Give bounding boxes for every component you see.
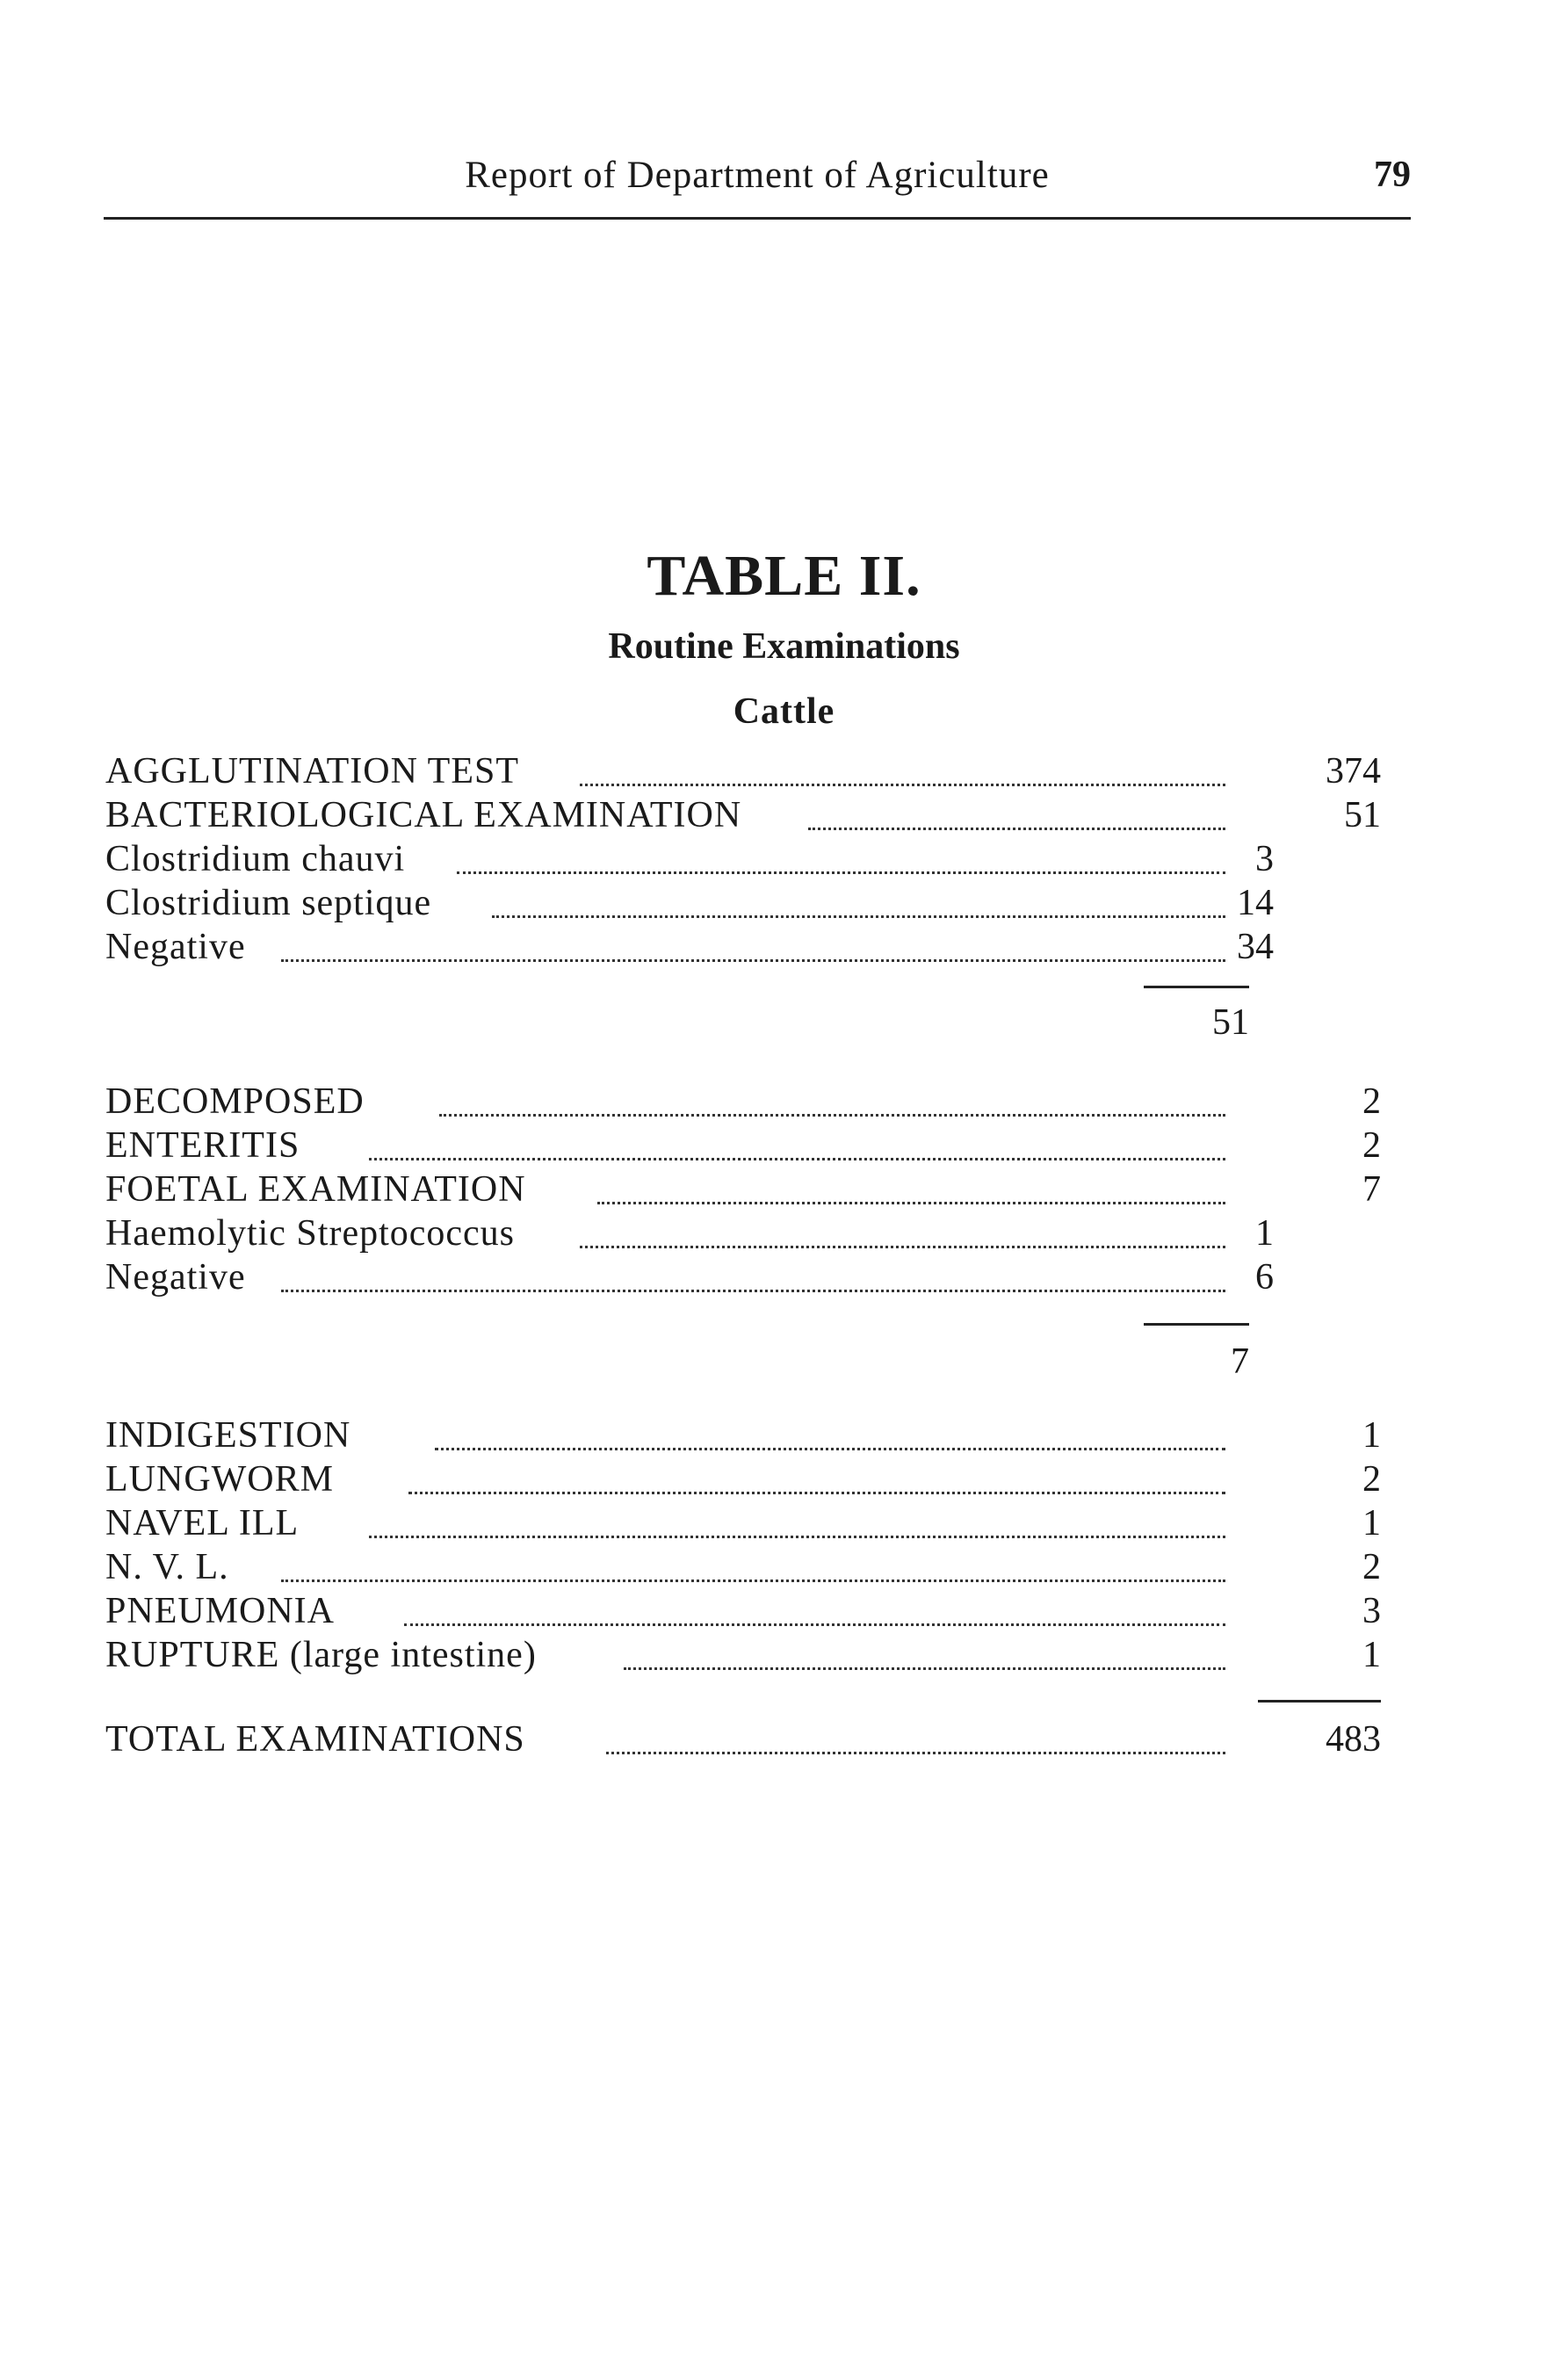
dot-leader [435,1402,1225,1450]
row-label: N. V. L. [105,1547,229,1587]
row-label: ENTERITIS [105,1125,300,1166]
row-main-value: 2 [1362,1547,1381,1587]
subtotal-rule [1144,1323,1249,1326]
dot-leader [281,1534,1225,1582]
row-label: FOETAL EXAMINATION [105,1169,526,1210]
running-title: Report of Department of Agriculture [465,155,1050,196]
total-rule [1258,1700,1381,1703]
row-main-value: 2 [1362,1459,1381,1500]
row-label: DECOMPOSED [105,1081,365,1122]
row-label: LUNGWORM [105,1459,334,1500]
row-label: RUPTURE (large intestine) [105,1635,537,1675]
row-label: Haemolytic Streptococcus [105,1213,516,1254]
dot-leader [369,1490,1225,1538]
dot-leader [457,826,1225,874]
table-row [105,1632,1414,1678]
dot-leader [281,914,1225,962]
dot-leader [492,870,1225,918]
row-main-value: 1 [1362,1503,1381,1543]
dot-leader [808,782,1225,830]
row-main-value: 3 [1362,1591,1381,1631]
row-main-value: 374 [1326,751,1381,792]
row-sub-value: 14 [1237,883,1274,923]
row-main-value: 1 [1362,1415,1381,1456]
table-title: TABLE II. [647,544,921,608]
table-row [105,1254,1414,1300]
dot-leader [580,1200,1225,1248]
dot-leader [624,1622,1225,1670]
dot-leader [369,1112,1225,1160]
row-sub-value: 34 [1237,927,1274,967]
subtotal-rule [1144,986,1249,988]
dot-leader [408,1446,1225,1494]
row-label: Negative [105,927,246,967]
page-header [104,154,1411,206]
table-subtitle: Routine Examinations [608,626,960,667]
page-number: 79 [1374,155,1411,195]
header-rule [104,217,1411,220]
row-main-value: 51 [1344,795,1381,835]
row-sub-value: 1 [1255,1213,1274,1254]
row-label: Clostridium chauvi [105,839,406,879]
dot-leader [281,1244,1225,1292]
subtotal-value: 51 [1212,1002,1249,1043]
row-label: NAVEL ILL [105,1503,300,1543]
row-sub-value: 3 [1255,839,1274,879]
dot-leader [439,1068,1225,1117]
dot-leader [606,1706,1225,1754]
row-label: Clostridium septique [105,883,432,923]
row-main-value: 1 [1362,1635,1381,1675]
row-main-value: 2 [1362,1125,1381,1166]
row-label: AGGLUTINATION TEST [105,751,519,792]
dot-leader [404,1578,1225,1626]
row-label: Negative [105,1257,246,1298]
table-row [105,924,1414,970]
row-label: BACTERIOLOGICAL EXAMINATION [105,795,742,835]
subtotal-value: 7 [1231,1341,1249,1382]
section-heading: Cattle [733,691,835,732]
row-main-value: 7 [1362,1169,1381,1210]
row-main-value: 2 [1362,1081,1381,1122]
row-label: PNEUMONIA [105,1591,335,1631]
total-value: 483 [1326,1719,1381,1760]
total-label: TOTAL EXAMINATIONS [105,1719,525,1760]
row-label: INDIGESTION [105,1415,351,1456]
dot-leader [597,1156,1225,1204]
row-sub-value: 6 [1255,1257,1274,1298]
dot-leader [580,738,1225,786]
total-row [105,1717,1414,1762]
